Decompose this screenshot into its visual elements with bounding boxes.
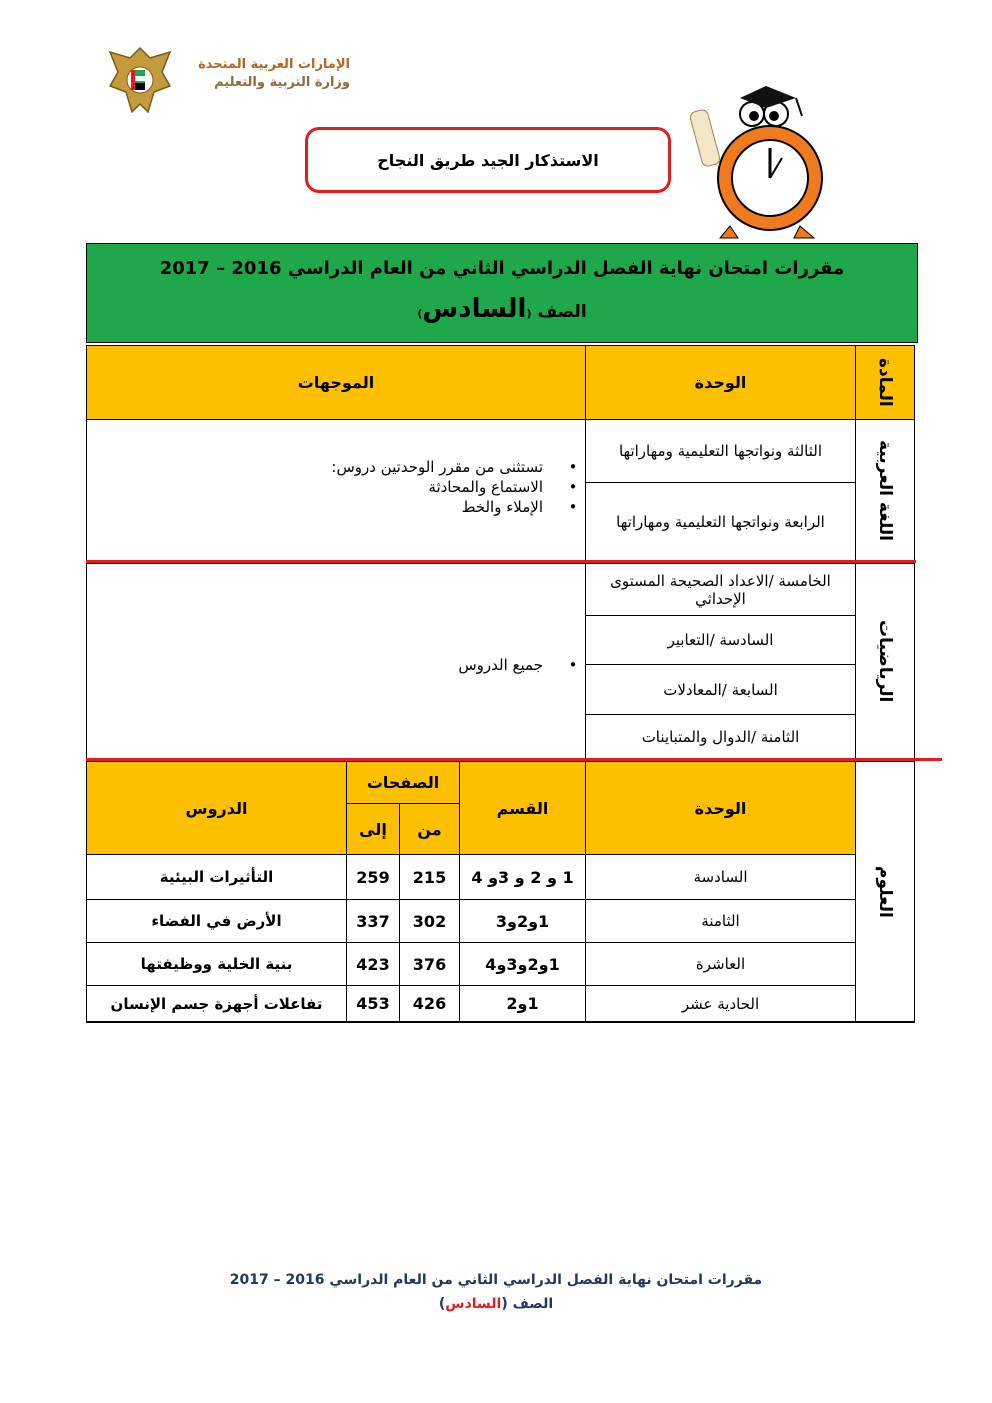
math-notes <box>86 563 586 759</box>
footer-grade: السادس <box>445 1296 502 1312</box>
science-col-from: من <box>399 803 460 855</box>
sci-row2-unit: الثامنة <box>585 899 856 943</box>
science-col-lessons: الدروس <box>86 761 347 855</box>
science-col-section: القسم <box>459 761 586 855</box>
subject-arabic: اللغة العربية <box>855 419 915 561</box>
sci-row3-unit: العاشرة <box>585 942 856 986</box>
arabic-note-2: • الاستماع والمحادثة <box>331 478 585 496</box>
sci-row4-from: 426 <box>399 985 460 1023</box>
arabic-unit-2: الرابعة ونواتجها التعليمية ومهاراتها <box>585 482 856 561</box>
sci-row2-from: 302 <box>399 899 460 943</box>
subject-math: الرياضيات <box>855 563 915 759</box>
sci-row1-from: 215 <box>399 854 460 900</box>
sci-row2-to: 337 <box>346 899 400 943</box>
science-col-unit: الوحدة <box>585 761 856 855</box>
arabic-note-1: • تستثنى من مقرر الوحدتين دروس: <box>331 458 585 476</box>
science-col-pages: الصفحات <box>346 761 460 804</box>
sci-row3-lesson: بنية الخلية ووظيفتها <box>86 942 347 986</box>
subject-science: العلوم <box>855 761 915 1023</box>
ministry-name <box>180 56 350 92</box>
math-unit-2: السادسة /التعابير <box>585 615 856 665</box>
slogan-text: الاستذكار الجيد طريق النجاح <box>377 150 599 170</box>
footer-prefix: الصف ( <box>501 1296 554 1312</box>
science-col-to: إلى <box>346 803 400 855</box>
math-note-1: • جميع الدروس <box>458 656 585 674</box>
arabic-notes <box>86 419 586 561</box>
col-subject: المادة <box>855 345 915 420</box>
math-unit-4: الثامنة /الدوال والمتباينات <box>585 714 856 759</box>
sci-row1-lesson: التأثيرات البيئية <box>86 854 347 900</box>
math-unit-1: الخامسة /الاعداد الصحيحة المستوى الإحداثي <box>585 563 856 616</box>
sci-row4-lesson: تفاعلات أجهزة جسم الإنسان <box>86 985 347 1023</box>
clock-mascot-icon <box>690 86 842 244</box>
sci-row3-section: 1و2و3و4 <box>459 942 586 986</box>
sci-row2-section: 1و2و3 <box>459 899 586 943</box>
sci-row1-to: 259 <box>346 854 400 900</box>
ministry-line2: وزارة التربية والتعليم <box>214 75 350 90</box>
sci-row4-unit: الحادية عشر <box>585 985 856 1023</box>
sci-row3-to: 423 <box>346 942 400 986</box>
header-grade <box>87 294 917 324</box>
footer-line1: مقررات امتحان نهاية الفصل الدراسي الثاني من العام الدراسي 2016 – 2017 <box>229 1272 763 1288</box>
arabic-note-3: • الإملاء والخط <box>331 498 585 516</box>
sci-row2-lesson: الأرض في الفضاء <box>86 899 347 943</box>
grade-open: ( <box>526 307 532 320</box>
arabic-notes-list <box>331 456 585 518</box>
sci-row3-from: 376 <box>399 942 460 986</box>
footer-line2 <box>0 1296 992 1312</box>
ministry-line1: الإمارات العربية المتحدة <box>198 57 350 72</box>
math-notes-list <box>458 654 585 676</box>
sci-row1-unit: السادسة <box>585 854 856 900</box>
arabic-unit-1: الثالثة ونواتجها التعليمية ومهاراتها <box>585 419 856 483</box>
sci-row1-section: 1 و 2 و 3و 4 <box>459 854 586 900</box>
slogan-box <box>305 127 671 193</box>
sci-row4-to: 453 <box>346 985 400 1023</box>
header-title: مقررات امتحان نهاية الفصل الدراسي الثاني من العام الدراسي 2016 – 2017 <box>159 258 845 279</box>
grade-name: السادس <box>422 294 527 324</box>
math-unit-3: السابعة /المعادلات <box>585 664 856 715</box>
grade-close: ) <box>417 307 423 320</box>
col-unit: الوحدة <box>585 345 856 420</box>
uae-emblem-icon <box>104 42 176 120</box>
footer-suffix: ) <box>438 1296 446 1312</box>
grade-prefix: الصف <box>537 302 587 322</box>
exam-header <box>86 243 918 343</box>
sci-row4-section: 1و2 <box>459 985 586 1023</box>
col-notes: الموجهات <box>86 345 586 420</box>
